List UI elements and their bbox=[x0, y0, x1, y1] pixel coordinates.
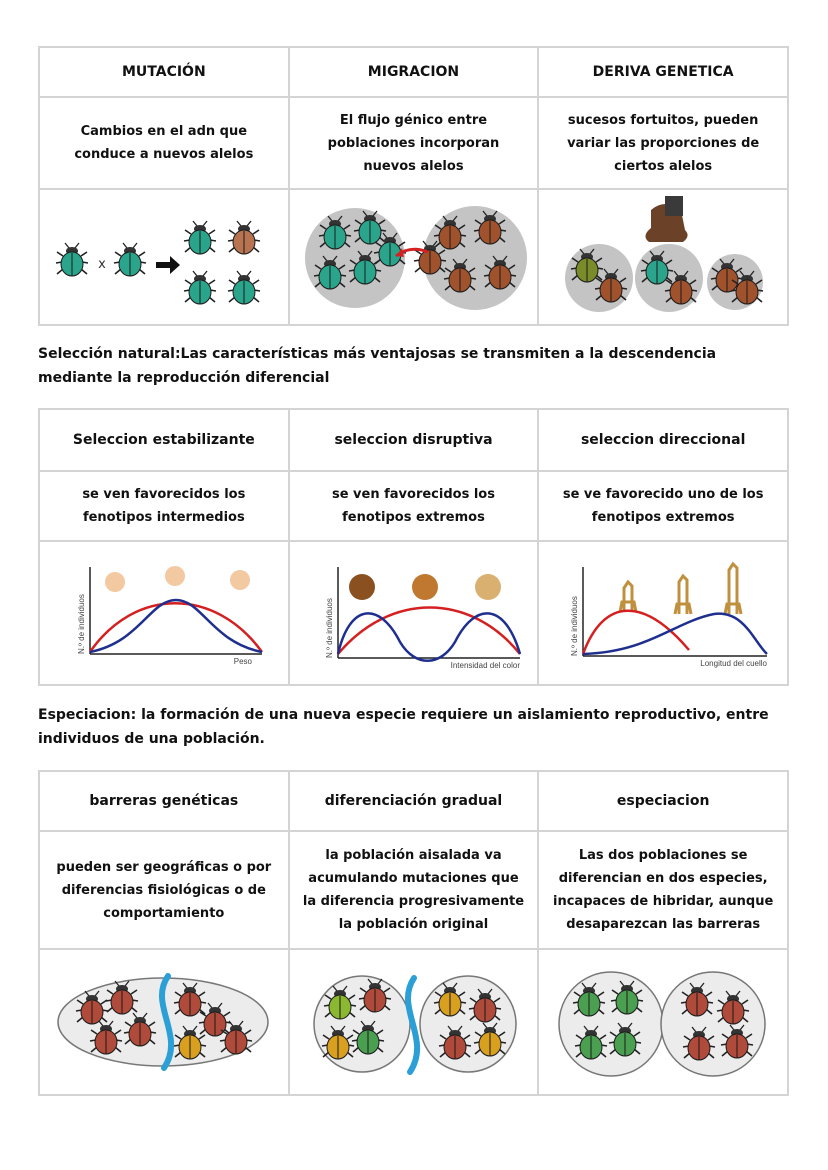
cross-symbol: x bbox=[98, 257, 106, 272]
desc-estabilizante: se ven favorecidos los fenotipos intermedios bbox=[39, 471, 289, 541]
desc-deriva-genetica: sucesos fortuitos, pueden variar las proporciones de ciertos alelos bbox=[538, 97, 788, 189]
beetle-icon bbox=[114, 243, 146, 276]
header-mutacion: MUTACIÓN bbox=[39, 47, 289, 97]
giraffe-icon bbox=[675, 576, 691, 614]
chart-disruptiva bbox=[289, 541, 539, 685]
header-deriva-genetica: DERIVA GENETICA bbox=[538, 47, 788, 97]
desc-disruptiva: se ven favorecidos los fenotipos extremos bbox=[289, 471, 539, 541]
baby-icon bbox=[230, 570, 250, 590]
header-direccional: seleccion direccional bbox=[538, 409, 788, 471]
header-barreras-geneticas: barreras genéticas bbox=[39, 771, 289, 831]
y-axis-label: N.º de individuos bbox=[570, 596, 580, 656]
header-estabilizante: Seleccion estabilizante bbox=[39, 409, 289, 471]
desc-barreras-geneticas: pueden ser geográficas o por diferencias fisiológicas o de comportamiento bbox=[39, 831, 289, 949]
shell-icon bbox=[349, 574, 375, 600]
chart-direccional bbox=[538, 541, 788, 685]
header-diferenciacion-gradual: diferenciación gradual bbox=[289, 771, 539, 831]
desc-migracion: El flujo génico entre poblaciones incorporan nuevos alelos bbox=[289, 97, 539, 189]
natural-selection-text: Selección natural:Las características más ventajosas se transmiten a la descendencia mediante la reproducción diferencial bbox=[38, 346, 717, 386]
beetle-icon bbox=[228, 271, 260, 304]
arrow-right-icon bbox=[156, 256, 180, 274]
migration-illustration bbox=[289, 189, 539, 325]
shell-icon bbox=[412, 574, 438, 600]
speciation-illustration bbox=[538, 949, 788, 1095]
beetle-icon bbox=[56, 243, 88, 276]
mechanisms-table bbox=[38, 46, 789, 326]
chart-estabilizante bbox=[39, 541, 289, 685]
giraffe-icon bbox=[620, 582, 636, 612]
speciation-table bbox=[38, 770, 789, 1096]
x-axis-label: Peso bbox=[233, 657, 252, 666]
red-curve bbox=[90, 603, 262, 652]
barrier-illustration bbox=[39, 949, 289, 1095]
y-axis-label: N.º de individuos bbox=[324, 598, 334, 658]
desc-direccional: se ve favorecido uno de los fenotipos extremos bbox=[538, 471, 788, 541]
selection-table bbox=[38, 408, 789, 686]
baby-icon bbox=[165, 566, 185, 586]
beetle-icon bbox=[184, 271, 216, 304]
giraffe-icon bbox=[725, 564, 741, 614]
speciation-text: Especiacion: la formación de una nueva especie requiere un aislamiento reproductivo, entre individuos de una población. bbox=[38, 707, 769, 747]
mutation-illustration bbox=[39, 189, 289, 325]
header-disruptiva: seleccion disruptiva bbox=[289, 409, 539, 471]
y-axis-label: N.º de individuos bbox=[77, 594, 86, 654]
x-axis-label: Longitud del cuello bbox=[700, 659, 768, 668]
gradual-illustration bbox=[289, 949, 539, 1095]
baby-icon bbox=[105, 572, 125, 592]
desc-diferenciacion-gradual: la población aisalada va acumulando mutaciones que la diferencia progresivamente la población original bbox=[289, 831, 539, 949]
header-migracion: MIGRACION bbox=[289, 47, 539, 97]
desc-mutacion: Cambios en el adn que conduce a nuevos alelos bbox=[39, 97, 289, 189]
x-axis-label: Intensidad del color bbox=[450, 661, 520, 670]
beetle-icon bbox=[228, 221, 260, 254]
header-especiacion: especiacion bbox=[538, 771, 788, 831]
shell-icon bbox=[475, 574, 501, 600]
beetle-icon bbox=[184, 221, 216, 254]
desc-especiacion: Las dos poblaciones se diferencian en dos especies, incapaces de hibridar, aunque desaparezcan las barreras bbox=[538, 831, 788, 949]
drift-illustration bbox=[538, 189, 788, 325]
